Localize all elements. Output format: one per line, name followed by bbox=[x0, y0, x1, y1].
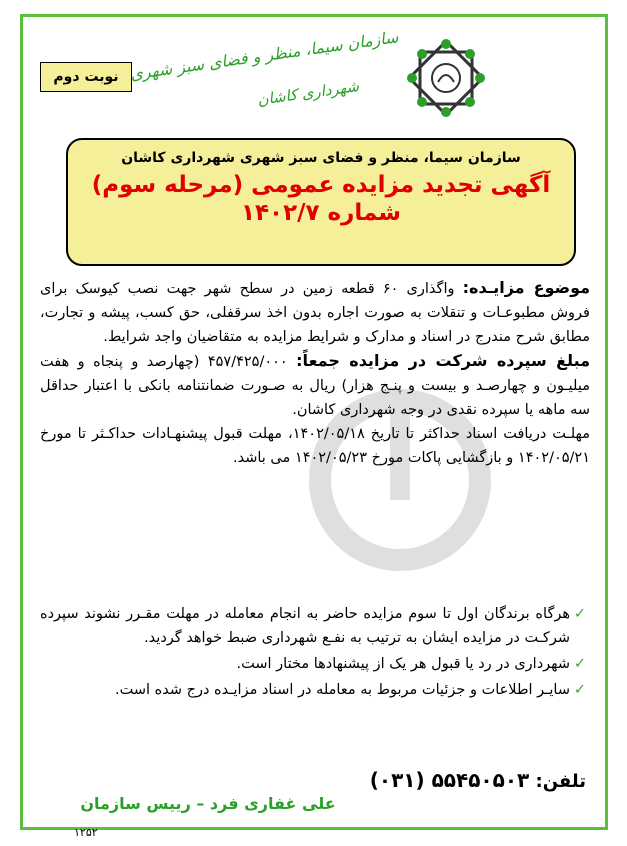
phone-line bbox=[174, 768, 586, 792]
logo-line-1: سازمان سیما، منظر و فضای سبز شهری bbox=[128, 27, 400, 84]
list-item-text: هرگاه برندگان اول تا سوم مزایده حاضر به انجام معامله در مهلت مقـرر نشوند سپرده شرکـت در مزایده ایشان به ترتیب به نفـع شهرداری ضبط خواهد گردید. bbox=[40, 606, 570, 646]
ad-content bbox=[34, 27, 594, 839]
organization-name: سازمان سیما، منظر و فضای سبز شهری شهرداری کاشان bbox=[121, 150, 521, 166]
checkmark-icon: ✓ bbox=[573, 606, 587, 622]
list-item-text: سایـر اطلاعات و جزئیات مربوط به معامله در اسناد مزایـده درج شده است. bbox=[115, 682, 570, 698]
ad-number: شماره ۱۴۰۲/۷ bbox=[240, 200, 402, 226]
list-item bbox=[40, 678, 590, 702]
conditions-list bbox=[40, 602, 590, 704]
ad-body bbox=[40, 276, 590, 470]
organization-logo-text bbox=[128, 27, 400, 126]
deposit-label: مبلغ سپرده شرکت در مزایده جمعاً: bbox=[296, 351, 591, 370]
phone-number: ۵۵۴۵۰۵۰۳ (۰۳۱) bbox=[369, 768, 530, 792]
subject-label: موضوع مزایـده: bbox=[462, 278, 591, 297]
deadline-paragraph: مهلـت دریافت اسناد حداکثر تا تاریخ ۱۴۰۲/۰۵/۱۸، مهلت قبول پیشنهـادات حداکـثر تا مورخ ۱۴۰۲/۰۵/۲۱ و بازگشایی پاکات مورخ ۱۴۰۲/۰۵/۲۳ می باشد. bbox=[40, 426, 590, 466]
subject-text: واگذاری ۶۰ قطعه زمین در سطح شهر جهت نصب کیوسک برای فروش مطبوعـات و تنقلات به صورت اجاره بدون اخذ سرقفلی، حق کسب، پیشه و تجارت، مطابق شرح مندرج در اسناد و مدارک و شرایط مزایده به متقاضیان واجد شرایط. bbox=[40, 281, 590, 345]
list-item bbox=[40, 602, 590, 650]
signer-name: علی غفاری فرد – رییس سازمان bbox=[80, 794, 336, 813]
deposit-text: ۴۵۷/۴۲۵/۰۰۰ (چهارصد و پنجاه و هفت میلیـون و چهارصـد و بیست و پنـج هزار) ریال به صـورت ضمانتنامه بانکی با اعتبار حداقل سه ماهه یا سپرده نقدی در وجه شهرداری کاشان. bbox=[40, 354, 590, 418]
deposit-paragraph bbox=[40, 349, 590, 422]
phone-label: تلفن: bbox=[535, 771, 586, 792]
ad-code: ۱۲۵۲ bbox=[74, 826, 98, 839]
checkmark-icon: ✓ bbox=[573, 656, 587, 672]
ad-title: آگهی تجدید مزایده عمومی (مرحله سوم) bbox=[91, 172, 551, 198]
logo-line-2: شهرداری کاشان bbox=[256, 76, 360, 110]
list-item bbox=[40, 652, 590, 676]
municipality-emblem-icon bbox=[406, 38, 486, 118]
title-box bbox=[66, 138, 576, 266]
subject-paragraph bbox=[40, 276, 590, 349]
list-item-text: شهرداری در رد یا قبول هر یک از پیشنهادها مختار است. bbox=[236, 656, 570, 672]
insertion-badge: نوبت دوم bbox=[40, 62, 132, 92]
checkmark-icon: ✓ bbox=[573, 682, 587, 698]
